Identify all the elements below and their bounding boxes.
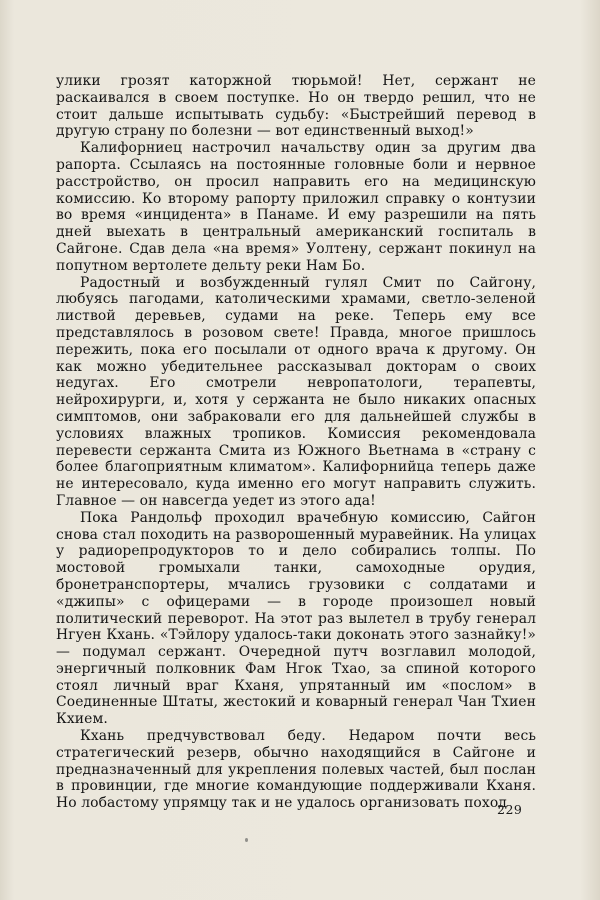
print-speck	[245, 838, 248, 842]
body-text	[56, 73, 536, 812]
page-number: 229	[497, 802, 523, 817]
paragraph-4: Пока Рандольф проходил врачебную комиссию, Сайгон снова стал походить на разворошенный муравейник. На улицах у радиорепродукторов то и дело собирались толпы. По мостовой громыхали танки, самоходные орудия, бронетранспортеры, мчались грузовики с солдатами и «джипы» с офицерами — в городе произошел новый политический переворот. На этот раз вылетел в трубу генерал Нгуен Кхань. «Тэйлору удалось-таки доконать этого зазнайку!» — подумал сержант. Очередной путч возглавил молодой, энергичный полковник Фам Нгок Тхао, за спиной которого стоял личный враг Кханя, упрятанный им «послом» в Соединенные Штаты, жестокий и коварный генерал Чан Тхиен Кхием.	[56, 509, 536, 728]
paragraph-3: Радостный и возбужденный гулял Смит по Сайгону, любуясь пагодами, католическими храмами, светло-зеленой листвой деревьев, судами на реке. Теперь ему все представлялось в розовом свете! Правда, многое пришлось пережить, пока его посылали от одного врача к другому. Он как можно убедительнее рассказывал докторам о своих недугах. Его смотрели невропатологи, терапевты, нейрохирурги, и, хотя у сержанта не было никаких опасных симптомов, они забраковали его для дальнейшей службы в условиях влажных тропиков. Комиссия рекомендовала перевести сержанта Смита из Южного Вьетнама в «страну с более благоприятным климатом». Калифорнийца теперь даже не интересовало, куда именно его могут направить служить. Главное — он навсегда уедет из этого ада!	[56, 274, 536, 509]
paragraph-1: улики грозят каторжной тюрьмой! Нет, сержант не раскаивался в своем поступке. Но он твердо решил, что не стоит дальше испытывать судьбу: «Быстрейший перевод в другую страну по болезни — вот единственный выход!»	[56, 73, 536, 140]
paragraph-5: Кхань предчувствовал беду. Недаром почти весь стратегический резерв, обычно находящийся в Сайгоне и предназначенный для укрепления полевых частей, был послан в провинции, где многие командующие поддерживали Кханя. Но лобастому упрямцу так и не удалось организовать поход	[56, 728, 536, 812]
paragraph-2: Калифорниец настрочил начальству один за другим два рапорта. Ссылаясь на постоянные головные боли и нервное расстройство, он просил направить его на медицинскую комиссию. Ко второму рапорту приложил справку о контузии во время «инцидента» в Панаме. И ему разрешили на пять дней выехать в центральный американский госпиталь в Сайгоне. Сдав дела «на время» Уолтену, сержант покинул на попутном вертолете дельту реки Нам Бо.	[56, 140, 536, 274]
